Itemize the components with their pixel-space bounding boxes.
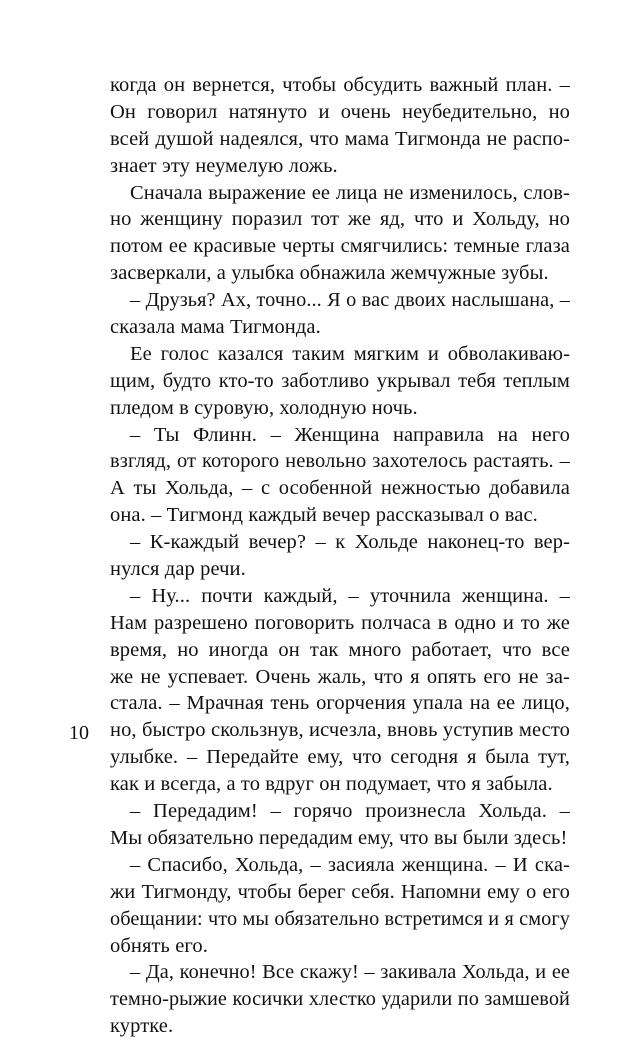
text-line: щим, будто кто-то заботливо укрывал тебя теплым xyxy=(110,369,570,392)
text-line: А ты Хольда, – с особенной нежностью добавила xyxy=(110,477,570,500)
text-line: – Ты Флинн. – Женщина направила на него xyxy=(130,423,570,446)
text-line: сказала мама Тигмонда. xyxy=(110,316,321,339)
text-line: Мы обязательно передадим ему, что вы были здесь! xyxy=(110,826,568,849)
text-line: потом ее красивые черты смягчились: темные глаза xyxy=(110,235,570,258)
text-line: – К-каждый вечер? – к Хольде наконец-то вер- xyxy=(130,531,570,554)
text-line: нулся дар речи. xyxy=(110,558,246,581)
text-line: улыбке. – Передайте ему, что сегодня я была тут, xyxy=(110,746,570,769)
text-line: знает эту неумелую ложь. xyxy=(110,154,338,177)
text-line: обнять его. xyxy=(110,934,208,957)
text-line: же не успевает. Очень жаль, что я опять его не за- xyxy=(110,665,570,688)
text-line: Сначала выражение ее лица не изменилось, слов- xyxy=(130,181,570,204)
text-line: Ее голос казался таким мягким и обволакиваю- xyxy=(130,342,570,365)
text-line: Нам разрешено поговорить полчаса в одно и то же xyxy=(110,611,570,634)
text-column xyxy=(110,72,570,1040)
text-line: – Друзья? Ах, точно... Я о вас двоих наслышана, – xyxy=(130,289,570,312)
text-line: засверкали, а улыбка обнажила жемчужные зубы. xyxy=(110,262,549,285)
text-line: пледом в суровую, холодную ночь. xyxy=(110,396,418,419)
text-line: – Да, конечно! Все скажу! – закивала Хольда, и ее xyxy=(130,961,570,984)
text-line: – Передадим! – горячо произнесла Хольда. – xyxy=(130,800,570,823)
text-line: – Ну... почти каждый, – уточнила женщина. – xyxy=(130,584,570,607)
text-line: но женщину поразил тот же яд, что и Хольду, но xyxy=(110,208,570,231)
text-line: как и всегда, а то вдруг он подумает, что я забыла. xyxy=(110,773,553,796)
text-line: всей душой надеялся, что мама Тигмонда не распо- xyxy=(110,127,570,150)
text-line: – Спасибо, Хольда, – засияла женщина. – И ска- xyxy=(130,853,570,876)
text-line: темно-рыжие косички хлестко ударили по замшевой xyxy=(110,988,570,1011)
text-line: стала. – Мрачная тень огорчения упала на ее лицо, xyxy=(110,692,570,715)
text-line: она. – Тигмонд каждый вечер рассказывал о вас. xyxy=(110,504,538,527)
text-line: Он говорил натянуто и очень неубедительно, но xyxy=(110,100,570,123)
text-line: жи Тигмонду, чтобы берег себя. Напомни ему о его xyxy=(110,880,570,903)
text-line: взгляд, от которого невольно захотелось растаять. – xyxy=(110,450,570,473)
page-number: 10 xyxy=(69,722,89,744)
text-line: обещании: что мы обязательно встретимся и я смогу xyxy=(110,907,570,930)
text-line: когда он вернется, чтобы обсудить важный план. – xyxy=(110,74,570,96)
text-line: куртке. xyxy=(110,1015,174,1038)
text-line: но, быстро скользнув, исчезла, вновь уступив место xyxy=(110,719,570,742)
text-line: время, но иногда он так много работает, что все xyxy=(110,638,570,661)
